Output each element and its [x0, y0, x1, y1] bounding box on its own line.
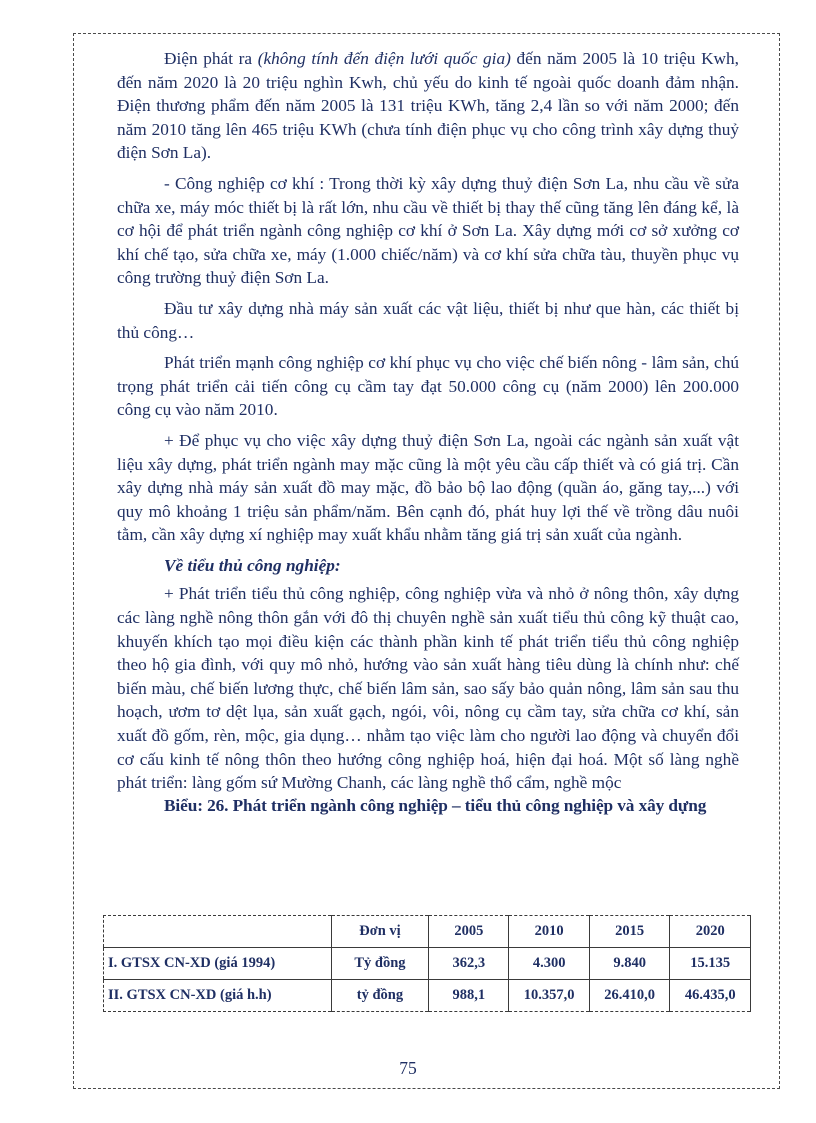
table-cell: 4.300: [509, 948, 590, 980]
table-cell: 15.135: [670, 948, 751, 980]
table-cell: I. GTSX CN-XD (giá 1994): [104, 948, 332, 980]
page-number: 75: [399, 1058, 417, 1078]
document-body: [117, 47, 739, 824]
table-header-cell: Đơn vị: [331, 916, 429, 948]
table-cell: II. GTSX CN-XD (giá h.h): [104, 980, 332, 1012]
table-header-row: [104, 916, 751, 948]
table-row: [104, 980, 751, 1012]
table-header-cell: 2020: [670, 916, 751, 948]
table-cell: tỷ đồng: [331, 980, 429, 1012]
table-header-cell: 2010: [509, 916, 590, 948]
table-cell: 9.840: [589, 948, 670, 980]
section-heading-handicraft: Về tiểu thủ công nghiệp:: [164, 555, 341, 575]
paragraph-mechanical-agriculture: Phát triển mạnh công nghiệp cơ khí phục vụ cho việc chế biến nông - lâm sản, chú trọng phát triển cải tiến công cụ cầm tay đạt 50.000 công cụ (năm 2000) lên 200.000 công cụ vào năm 2010.: [117, 353, 739, 420]
table-row: [104, 948, 751, 980]
paragraph-electricity: [117, 47, 739, 165]
paragraph-garment-industry: + Để phục vụ cho việc xây dựng thuỷ điện Sơn La, ngoài các ngành sản xuất vật liệu xây dựng, phát triển ngành may mặc cũng là một yêu cầu cấp thiết và có giá trị. Cần xây dựng nhà máy sản xuất đồ may mặc, đồ bảo bộ lao động (quần áo, găng tay,...) với quy mô khoảng 1 triệu sản phẩm/năm. Bên cạnh đó, phát huy lợi thế về trồng dâu nuôi tằm, cần xây dựng xí nghiệp may xuất khẩu nhằm tăng giá trị sản xuất của ngành.: [117, 430, 739, 545]
paragraph-mechanical-industry: - Công nghiệp cơ khí : Trong thời kỳ xây dựng thuỷ điện Sơn La, nhu cầu về sửa chữa xe, máy móc thiết bị là rất lớn, nhu cầu về thiết bị thay thế cũng tăng lên đáng kể, là cơ hội để phát triển ngành công nghiệp cơ khí ở Sơn La. Xây dựng mới cơ sở xưởng cơ khí chế tạo, sửa chữa xe, máy (1.000 chiếc/năm) và cơ khí sửa chữa tàu, thuyền phục vụ công trường thuỷ điện Sơn La.: [117, 173, 739, 288]
table-header-cell: 2015: [589, 916, 670, 948]
table-cell: 46.435,0: [670, 980, 751, 1012]
paragraph-text: Điện phát ra: [164, 49, 258, 68]
paragraph-italic-note: (không tính đến điện lưới quốc gia): [257, 49, 511, 68]
table-cell: 26.410,0: [589, 980, 670, 1012]
paragraph-handicraft: + Phát triển tiểu thủ công nghiệp, công nghiệp vừa và nhỏ ở nông thôn, xây dựng các làng nghề nông thôn gắn với đô thị chuyên nghề sản xuất tiểu thủ công kỹ thuật cao, khuyến khích tạo mọi điều kiện các thành phần kinh tế phát triển tiểu thủ công nghiệp theo hộ gia đình, với quy mô nhỏ, hướng vào sản xuất hàng tiêu dùng là chính như: chế biến màu, chế biến lương thực, chế biến lâm sản, sao sấy bảo quản nông, lâm sản sau thu hoạch, ươm tơ dệt lụa, sản xuất gạch, ngói, vôi, nông cụ cầm tay, sửa chữa cơ khí, sản xuất đồ gốm, rèn, mộc, gia dụng… nhằm tạo việc làm cho người lao động và chuyển đổi cơ cấu kinh tế nông thôn theo hướng công nghiệp hoá, hiện đại hoá. Một số làng nghề phát triển: làng gốm sứ Mường Chanh, các làng nghề thổ cẩm, nghề mộc: [117, 584, 739, 793]
table-header-cell: 2005: [429, 916, 509, 948]
table-title: Biểu: 26. Phát triển ngành công nghiệp – tiểu thủ công nghiệp và xây dựng: [164, 795, 707, 815]
industry-table: [103, 915, 751, 1012]
paragraph-text: đến năm 2005 là 10 triệu Kwh, đến năm 2020 là 20 triệu nghìn Kwh, chủ yếu do kinh tế ngoài quốc doanh đảm nhận. Điện thương phẩm đến năm 2005 là 131 triệu KWh, tăng 2,4 lần so với năm 2000; đến năm 2010 tăng lên 465 triệu KWh (chưa tính điện phục vụ cho công trình xây dựng thuỷ điện Sơn La).: [117, 49, 739, 163]
table-cell: Tỷ đồng: [331, 948, 429, 980]
table-cell: 362,3: [429, 948, 509, 980]
table-header-cell: [104, 916, 332, 948]
paragraph-materials-investment: Đầu tư xây dựng nhà máy sản xuất các vật liệu, thiết bị như que hàn, các thiết bị thủ công…: [117, 298, 739, 342]
table-cell: 10.357,0: [509, 980, 590, 1012]
table-cell: 988,1: [429, 980, 509, 1012]
